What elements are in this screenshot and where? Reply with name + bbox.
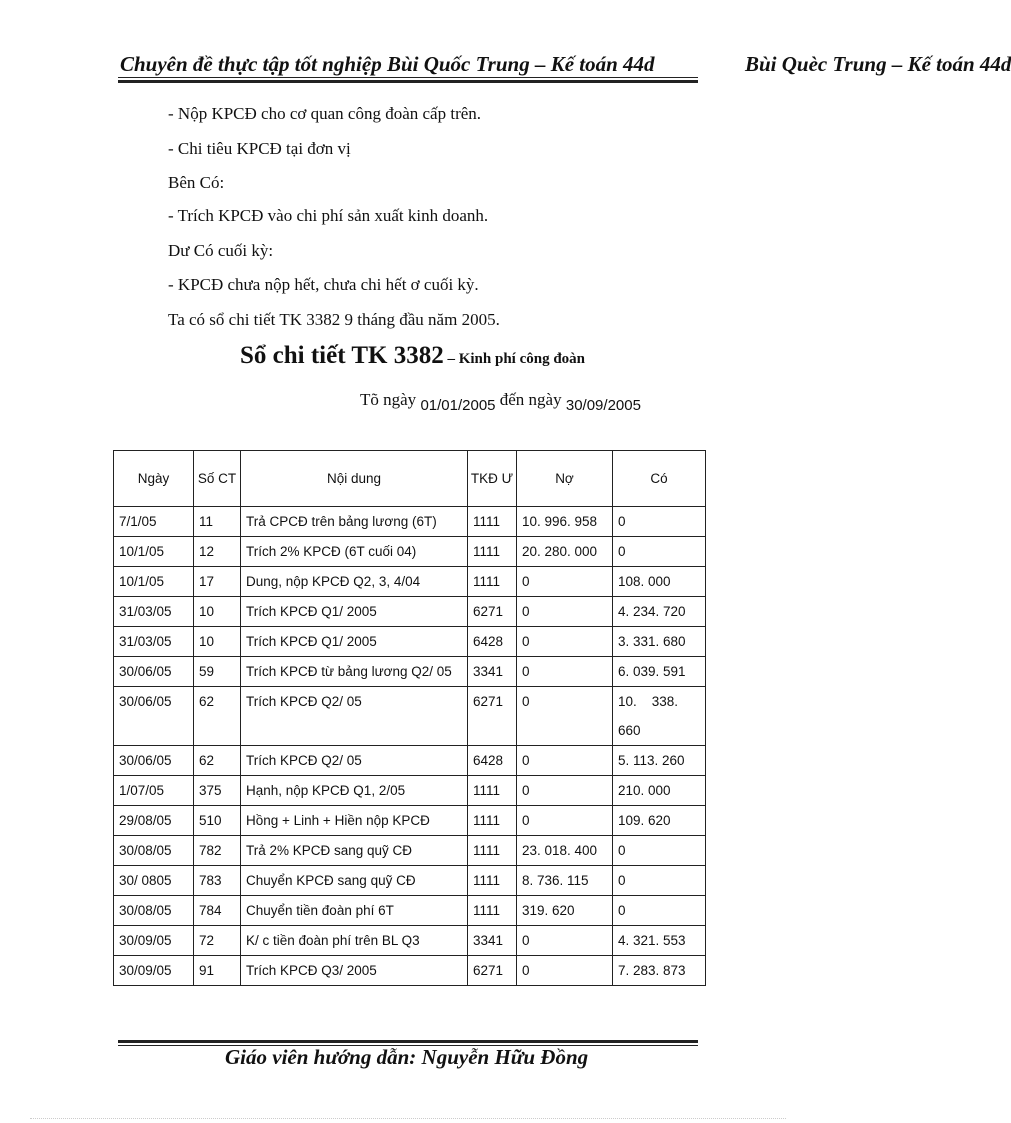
cell-noi-dung: Trích KPCĐ Q1/ 2005 [241,627,468,657]
col-header-no: Nợ [517,451,613,507]
cell-co: 3. 331. 680 [613,627,706,657]
cell-no: 319. 620 [517,896,613,926]
cell-so-ct: 782 [194,836,241,866]
cell-noi-dung: Trích KPCĐ Q2/ 05 [241,746,468,776]
cell-no: 0 [517,627,613,657]
paragraph-line: - Nộp KPCĐ cho cơ quan công đoàn cấp trên. [168,104,482,123]
cell-ngay: 29/08/05 [114,806,194,836]
cell-no: 0 [517,746,613,776]
cell-so-ct: 91 [194,956,241,986]
col-header-so-ct: Số CT [194,451,241,507]
cell-ngay: 30/09/05 [114,956,194,986]
ledger-table [113,450,706,986]
cell-ngay: 1/07/05 [114,776,194,806]
col-header-tkdu: TKĐ Ư [468,451,517,507]
cell-noi-dung: Trả CPCĐ trên bảng lương (6T) [241,507,468,537]
cell-so-ct: 62 [194,746,241,776]
date-to: 30/09/2005 [565,397,641,414]
cell-co: 0 [613,896,706,926]
cell-ngay: 30/06/05 [114,687,194,746]
cell-co: 210. 000 [613,776,706,806]
cell-ngay: 10/1/05 [114,537,194,567]
cell-no: 0 [517,776,613,806]
header-rule-thin [118,77,698,78]
ledger-title-sub: – Kinh phí công đoàn [443,351,586,367]
cell-ngay: 30/ 0805 [114,866,194,896]
cell-co: 0 [613,537,706,567]
table-row [114,926,706,956]
paragraph-line: Bên Có: [168,173,225,192]
cell-so-ct: 783 [194,866,241,896]
cell-ngay: 31/03/05 [114,627,194,657]
table-row [114,776,706,806]
cell-so-ct: 12 [194,537,241,567]
cell-co: 0 [613,507,706,537]
cell-ngay: 30/08/05 [114,896,194,926]
header-title-repeat: Bùi Quèc Trung – Kế toán 44d [745,52,1011,76]
cell-noi-dung: Trích KPCĐ Q2/ 05 [241,687,468,746]
cell-no: 8. 736. 115 [517,866,613,896]
cell-co: 6. 039. 591 [613,657,706,687]
cell-so-ct: 784 [194,896,241,926]
cell-tkdu: 6271 [468,687,517,746]
cell-ngay: 31/03/05 [114,597,194,627]
cell-noi-dung: Trích KPCĐ từ bảng lương Q2/ 05 [241,657,468,687]
cell-tkdu: 3341 [468,926,517,956]
cell-no: 0 [517,567,613,597]
cell-noi-dung: K/ c tiền đoàn phí trên BL Q3 [241,926,468,956]
cell-tkdu: 1111 [468,866,517,896]
table-row [114,657,706,687]
col-header-noi-dung: Nội dung [241,451,468,507]
cell-so-ct: 17 [194,567,241,597]
cell-tkdu: 6271 [468,597,517,627]
cell-tkdu: 1111 [468,896,517,926]
cell-co: 108. 000 [613,567,706,597]
cell-no: 0 [517,956,613,986]
cell-so-ct: 62 [194,687,241,746]
cell-no: 0 [517,597,613,627]
cell-tkdu: 1111 [468,806,517,836]
footer-supervisor: Giáo viên hướng dẫn: Nguyễn Hữu Đồng [225,1045,589,1069]
cell-no: 0 [517,657,613,687]
cell-co: 10. 338. 660 [613,687,706,746]
paragraph-line: Dư Có cuối kỳ: [168,241,274,260]
cell-noi-dung: Chuyển tiền đoàn phí 6T [241,896,468,926]
cell-so-ct: 10 [194,597,241,627]
cell-tkdu: 1111 [468,776,517,806]
page-bottom-dotted-line [30,1118,786,1119]
cell-ngay: 30/09/05 [114,926,194,956]
cell-ngay: 30/08/05 [114,836,194,866]
cell-ngay: 7/1/05 [114,507,194,537]
table-row [114,746,706,776]
cell-noi-dung: Trích KPCĐ Q3/ 2005 [241,956,468,986]
ledger-title [240,342,585,370]
date-range [360,390,641,414]
cell-co: 0 [613,836,706,866]
cell-so-ct: 72 [194,926,241,956]
cell-no: 0 [517,926,613,956]
cell-tkdu: 3341 [468,657,517,687]
cell-tkdu: 6428 [468,627,517,657]
cell-ngay: 30/06/05 [114,746,194,776]
cell-no: 10. 996. 958 [517,507,613,537]
table-row [114,597,706,627]
cell-noi-dung: Trả 2% KPCĐ sang quỹ CĐ [241,836,468,866]
cell-tkdu: 1111 [468,537,517,567]
cell-so-ct: 10 [194,627,241,657]
table-row [114,567,706,597]
cell-noi-dung: Hồng + Linh + Hiền nộp KPCĐ [241,806,468,836]
cell-no: 0 [517,687,613,746]
paragraph-line: Ta có sổ chi tiết TK 3382 9 tháng đầu năm 2005. [168,310,500,329]
table-row [114,836,706,866]
cell-so-ct: 11 [194,507,241,537]
cell-co: 7. 283. 873 [613,956,706,986]
cell-ngay: 30/06/05 [114,657,194,687]
date-to-label: đến ngày [495,390,566,409]
cell-noi-dung: Dung, nộp KPCĐ Q2, 3, 4/04 [241,567,468,597]
table-row [114,896,706,926]
date-from-label: Tõ ngày [360,390,421,409]
table-row [114,806,706,836]
header-title: Chuyên đề thực tập tốt nghiệp Bùi Quốc Trung – Kế toán 44d [120,52,655,76]
table-row [114,687,706,746]
cell-noi-dung: Hạnh, nộp KPCĐ Q1, 2/05 [241,776,468,806]
cell-tkdu: 1111 [468,836,517,866]
paragraph-line: - Chi tiêu KPCĐ tại đơn vị [168,139,351,158]
table-row [114,507,706,537]
cell-noi-dung: Trích 2% KPCĐ (6T cuối 04) [241,537,468,567]
header-rule-thick [118,80,698,83]
cell-no: 23. 018. 400 [517,836,613,866]
cell-co: 4. 321. 553 [613,926,706,956]
cell-so-ct: 510 [194,806,241,836]
cell-noi-dung: Trích KPCĐ Q1/ 2005 [241,597,468,627]
table-header-row [114,451,706,507]
cell-tkdu: 1111 [468,567,517,597]
paragraph-line: - Trích KPCĐ vào chi phí sản xuất kinh doanh. [168,206,489,225]
date-from: 01/01/2005 [420,397,496,414]
cell-tkdu: 1111 [468,507,517,537]
cell-co: 109. 620 [613,806,706,836]
col-header-ngay: Ngày [114,451,194,507]
cell-no: 20. 280. 000 [517,537,613,567]
cell-ngay: 10/1/05 [114,567,194,597]
col-header-co: Có [613,451,706,507]
footer-rule-thick [118,1040,698,1043]
cell-so-ct: 59 [194,657,241,687]
table-row [114,956,706,986]
table-row [114,866,706,896]
cell-noi-dung: Chuyển KPCĐ sang quỹ CĐ [241,866,468,896]
cell-tkdu: 6271 [468,956,517,986]
ledger-title-main: Sổ chi tiết TK 3382 [240,342,444,369]
paragraph-line: - KPCĐ chưa nộp hết, chưa chi hết ơ cuối kỳ. [168,275,479,294]
table-row [114,537,706,567]
table-row [114,627,706,657]
cell-so-ct: 375 [194,776,241,806]
cell-co: 0 [613,866,706,896]
cell-co: 5. 113. 260 [613,746,706,776]
cell-tkdu: 6428 [468,746,517,776]
cell-co: 4. 234. 720 [613,597,706,627]
cell-no: 0 [517,806,613,836]
